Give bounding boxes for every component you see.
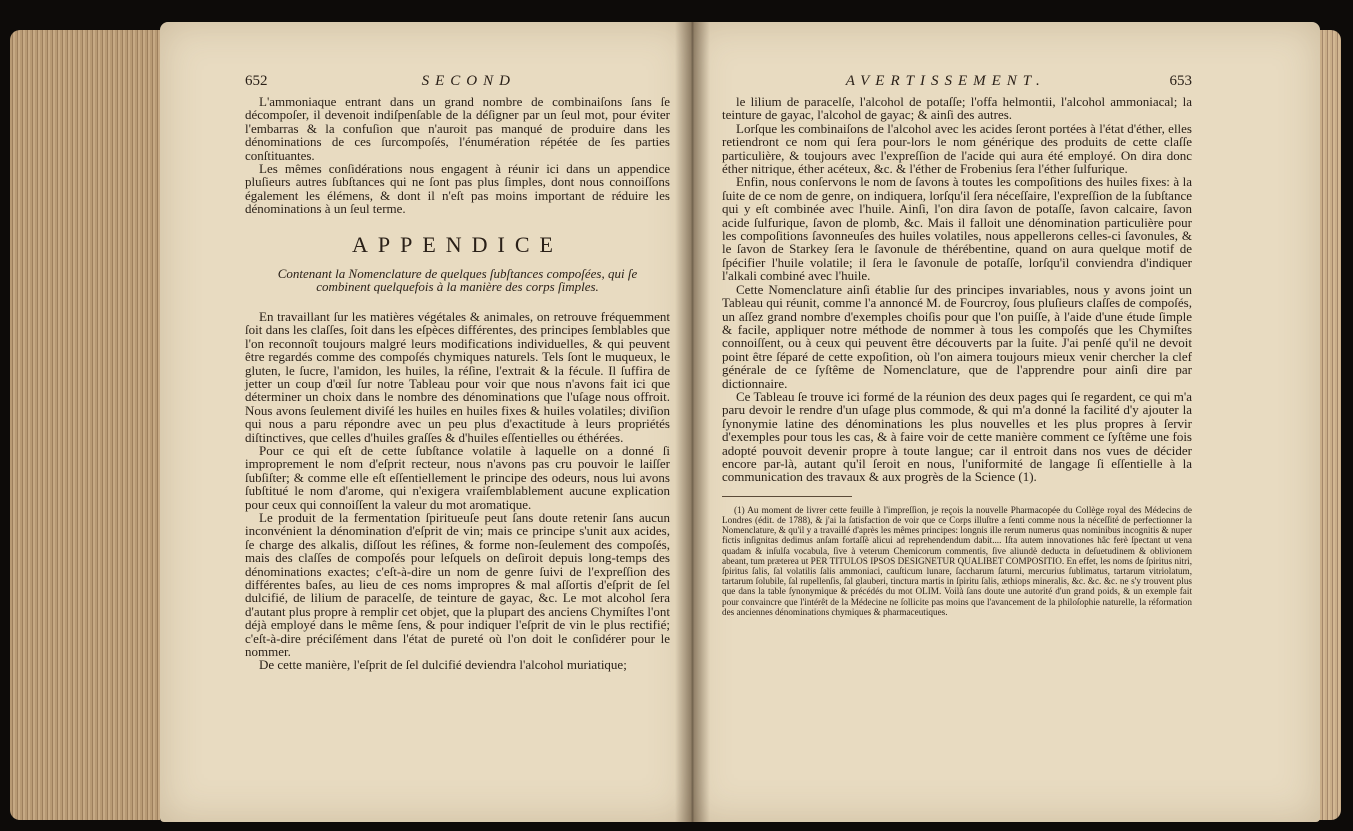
footnote: (1) Au moment de livrer cette feuille à l'impreſſion, je reçois la nouvelle Pharmacopée du Collège royal des Médecins de Londres (édit. de 1788), & j'ai la ſatisfaction de voir que ce Corps illuſtre a ſenti comme nous la néceſſité de perfectionner la Nomenclature, & qu'il y a travaillé d'après les mêmes principes: longnis ille rerum numerus quas nominibus incognitis & nuper fictis inſignitas dedimus anſam fortaſſè alicui ad reprehendendum dabit.... Iſta autem innovationes hâc ferè ſpectant ut vena quadam & inſulſa vocabula, ſive à veterum Chemicorum commentis, ſive aliundè deducta in deſuetudinem & oblivionem abeant, tum præterea ut PER TITULOS IPSOS DESIGNETUR QUALIBET COMPOSITIO. En effet, les noms de ſpiritus nitri, ſpiritus ſalis, ſal volatilis ſalis ammoniaci, cauſticum lunare, ſaccharum ſaturni, mercurius ſublimatus, tartarum vitriolatum, tartarum ſolubile, ſal rupellenſis, ſal glauberi, tinctura martis in ſpiritu ſalis, æthiops mineralis, &c. &c. &c. ne s'y trouvent plus que dans la table ſynonymique & précédés du mot OLIM. Voilà ſans doute une autorité d'un grand poids, & un exemple fait pour convaincre que l'intérêt de la Médecine ne ſollicite pas moins que l'avancement de la philoſophie naturelle, la réformation des anciennes dénominations chymiques & pharmaceutiques. (722, 504, 1192, 617)
left-paragraph-1: L'ammoniaque entrant dans un grand nombre de combinaiſons ſans ſe décompoſer, il devenoit indiſpenſable de la déſigner par un ſeul mot, pour éviter l'embarras & la confuſion que n'auroit pas manqué de produire dans les dénominations de ces ſurcompoſés, l'énumération répétée de ſes parties conſtituantes. (245, 94, 670, 163)
footnote-rule (722, 496, 852, 497)
left-paragraph-4: Pour ce qui eſt de cette ſubſtance volatile à laquelle on a donné ſi improprement le nom d'eſprit recteur, nous n'avons pas cru pouvoir le laiſſer ſubſiſter; & comme elle eſt eſſentiellement le principe des odeurs, nous lui avons ſubſtitué le nom d'arome, qui n'exigera vraiſemblablement aucune explication pour ceux qui connoiſſent la valeur du mot aromatique. (245, 442, 670, 512)
left-page-header (245, 75, 670, 93)
appendix-title: APPENDICE (351, 231, 563, 257)
right-paragraph-1: le lilium de paracelſe, l'alcohol de potaſſe; l'offa helmontii, l'alcohol ammoniacal; la teinture de gayac, l'alcohol de gayac; & ainſi des autres. (722, 94, 1192, 123)
right-page-header (722, 75, 1192, 93)
left-page-edges (10, 30, 160, 820)
right-page-number: 653 (1169, 73, 1192, 89)
right-paragraph-3: Enfin, nous conſervons le nom de ſavons à toutes les compoſitions des huiles fixes: à la ſuite de ce nom de genre, on indiquera, lorſqu'il ſera néceſſaire, l'expreſſion de la ſubſtance qui y eſt combinée avec l'huile. Ainſi, l'on dira ſavon de potaſſe, ſavon calcaire, ſavon acide ſulfurique, ſavon de plomb, &c. Mais il falloit une dénomination particulière pour les compoſitions ſavonneuſes des huiles volatiles, nous appellerons celles-ci ſavonules, & le ſavon de Starkey ſera le ſavonule de thérébentine, quand on aura quelque motif de ſpécifier l'huile volatile; il ſera le ſavonule de potaſſe, lorſqu'il conviendra d'indiquer l'alkali combiné avec l'huile. (722, 174, 1192, 284)
right-paragraph-2: Lorſque les combinaiſons de l'alcohol avec les acides ſeront portées à l'état d'éther, elles retiendront ce nom qui ſera pour-lors le nom générique des produits de cette claſſe particulière, & toujours avec l'expreſſion de l'acide qui aura été employé. On dira donc éther nitrique, éther acéteux, &c. & l'éther de Frobenius ſera l'éther ſulfurique. (722, 120, 1192, 177)
left-paragraph-5: Le produit de la fermentation ſpiritueuſe peut ſans doute retenir ſans aucun inconvénient la dénomination d'eſprit de vin; mais ce principe s'unit aux acides, ſe charge des alkalis, diſſout les réſines, & forme non-ſeulement des compoſés, mais des claſſes de compoſés pour leſquels on deſiroit depuis long-temps des dénominations exactes; c'eſt-à-dire un nom de genre ſuivi de l'expreſſion des différentes baſes, au lieu de ces noms impropres & mal aſſortis d'eſprit de ſel dulcifié, de lilium de paracelſe, de teinture de gayac, &c. Le mot alcohol ſera d'autant plus propre à remplir cet objet, que la plupart des anciens Chymiſtes l'ont déjà employé dans le même ſens, & pour indiquer l'eſprit de vin le plus rectifié; c'eſt-à-dire préciſément dans l'état de pureté où l'on doit le conſidérer pour le nommer. (245, 509, 670, 660)
right-paragraph-5: Ce Tableau ſe trouve ici formé de la réunion des deux pages qui ſe regardent, ce qui m'a paru devoir le rendre d'un uſage plus commode, & qui m'a donné la facilité d'y ajouter la ſynonymie latine des dénominations les plus nouvelles et les plus propres à ſervir d'exemples pour tous les cas, & à faire voir de cette manière comment ce ſyſtême une fois adopté pouvoit devenir propre à toute langue; car il entroit dans nos vues de décider encore par-là, autant qu'il ſeroit en nous, l'uniformité de langage ſi eſſentielle à la communication des travaux & aux progrès de la Science (1). (722, 388, 1192, 485)
right-paragraph-4: Cette Nomenclature ainſi établie ſur des principes invariables, nous y avons joint un Tableau qui réunit, comme l'a annoncé M. de Fourcroy, ſous pluſieurs claſſes de compoſés, un aſſez grand nombre d'exemples choiſis pour que l'on puiſſe, à l'aide d'une étude ſimple & facile, appliquer notre méthode de nommer à tous les compoſés que les Chymiſtes connoiſſent, ou à ceux qui peuvent être découverts par la ſuite. J'ai penſé qu'il ne devoit point être ſéparé de cette expoſition, où l'on aimera toujours mieux venir chercher la clef générale de ce ſyſtême de Nomenclature, que de l'apprendre pour ainſi dire par dictionnaire. (722, 281, 1192, 391)
left-page-number: 652 (245, 73, 268, 89)
right-running-head: AVERTISSEMENT. (845, 73, 1046, 89)
left-paragraph-3: En travaillant ſur les matières végétales & animales, on retrouve fréquemment ſoit dans les claſſes, ſoit dans les eſpèces différentes, des principes ſemblables que l'on reconnoît toujours malgré leurs modifications individuelles, & qui peuvent être regardés comme des compoſés chymiques naturels. Tels ſont le muqueux, le gluten, le ſucre, l'amidon, les huiles, la réſine, l'extrait & la fécule. Il ſuffira de jetter un coup d'œil ſur notre Tableau pour voir que nous n'avons fait ici que déterminer un choix dans le nombre des dénominations que l'uſage nous offroit. Nous avons ſeulement diviſé les huiles en huiles fixes & huiles volatiles; diviſion qui nous a paru répondre avec un peu plus d'exactitude à leurs propriétés diſtinctives, que celles d'huiles graſſes & d'huiles eſſentielles ou éthérées. (245, 308, 670, 445)
left-paragraph-6: De cette manière, l'eſprit de ſel dulcifié deviendra l'alcohol muriatique; (259, 657, 627, 673)
appendix-subtitle: Contenant la Nomenclature de quelques ſubſtances compoſées, qui ſe combinent quelquefois à la manière des corps ſimples. (277, 266, 638, 295)
left-paragraph-2: Les mêmes conſidérations nous engagent à réunir ici dans un appendice pluſieurs autres ſubſtances qui ne ſont pas plus ſimples, dont nous connoiſſons également les élémens, & dont il n'eſt pas moins important de réduire les dénominations à un ſeul terme. (245, 161, 670, 217)
left-page-text (245, 75, 670, 672)
book-gutter (675, 22, 710, 822)
right-page-text (722, 75, 1192, 617)
left-running-head: SECOND (421, 73, 516, 89)
